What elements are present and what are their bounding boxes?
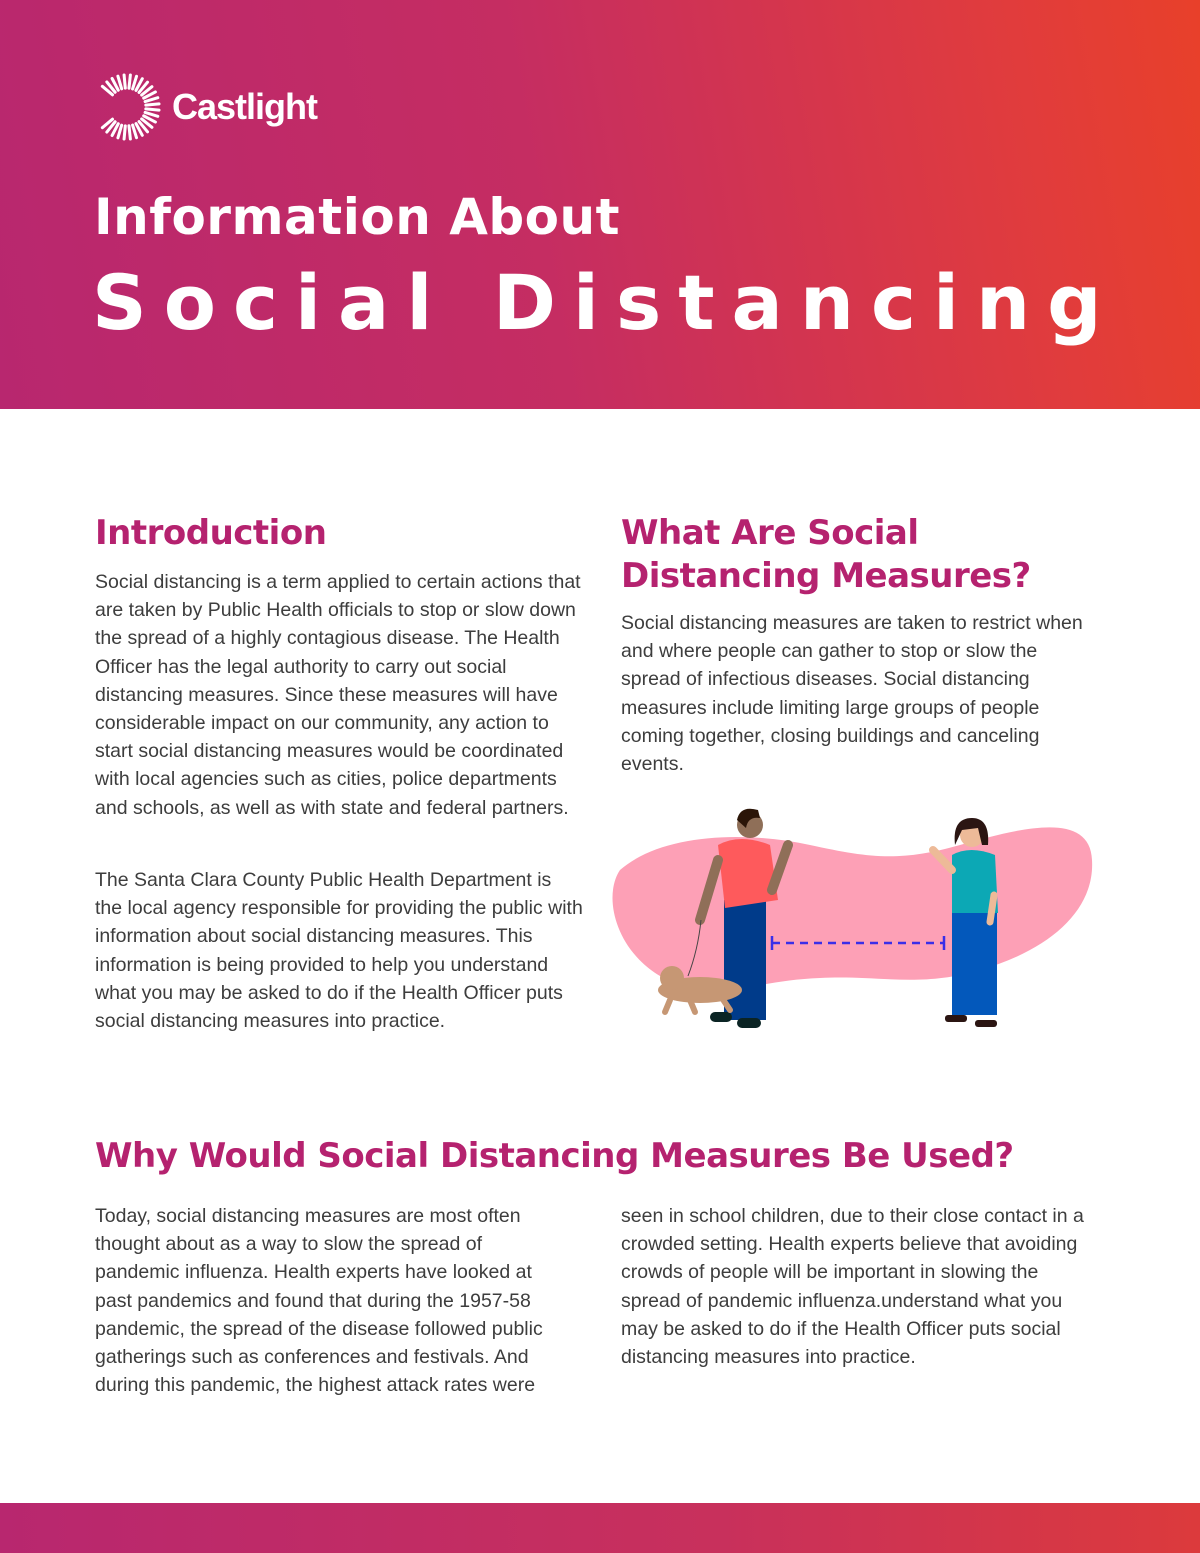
- what-paragraph: Social distancing measures are taken to restrict when and where people can gather to stop or slow the spread of infectious diseases. Social distancing measures include limiting large groups of people coming together, closing buildings and canceling events.: [621, 612, 1083, 776]
- footer-bar: [0, 1503, 1200, 1553]
- title-line1: Information About: [94, 188, 621, 246]
- logo-ray: [129, 75, 130, 88]
- logo-text: Castlight: [172, 86, 318, 127]
- logo-ray: [124, 75, 125, 88]
- logo-ray: [146, 109, 159, 110]
- what-heading: What Are Social Distancing Measures?: [621, 513, 1031, 596]
- logo-ray: [133, 76, 137, 89]
- logo-ray: [118, 125, 122, 138]
- title-line2: Social Distancing: [92, 258, 1119, 347]
- logo-ray: [146, 104, 159, 105]
- logo-ray: [145, 112, 158, 116]
- why-heading: Why Would Social Distancing Measures Be Used?: [95, 1136, 1014, 1176]
- why-paragraph-col1: Today, social distancing measures are most often thought about as a way to slow the spread of pandemic influenza. Health experts have looked at past pandemics and found that during the 1957-58 pandemic, the spread of the disease followed public gatherings such as conferences and festivals. And during this pandemic, the highest attack rates were: [95, 1205, 543, 1397]
- intro-heading: Introduction: [95, 513, 327, 553]
- castlight-sunburst-icon: [92, 70, 162, 144]
- logo-ray: [145, 98, 158, 102]
- intro-paragraph-2: The Santa Clara County Public Health Department is the local agency responsible for providing the public with information about social distancing measures. This information is being provided to help you understand what you may be asked to do if the Health Officer puts social distancing measures into practice.: [95, 869, 583, 1033]
- pink-blob: [613, 827, 1093, 990]
- why-paragraph-col2: seen in school children, due to their close contact in a crowded setting. Health experts believe that avoiding crowds of people will be important in slowing the spread of pandemic influenza.understand what you may be asked to do if the Health Officer puts social distancing measures into practice.: [621, 1205, 1084, 1369]
- logo-ray: [118, 76, 122, 89]
- logo-ray: [124, 126, 125, 139]
- logo-ray: [129, 126, 130, 139]
- header-banner: [0, 0, 1200, 409]
- social-distancing-illustration: [600, 800, 1100, 1040]
- intro-paragraph-1: Social distancing is a term applied to certain actions that are taken by Public Health officials to stop or slow down the spread of a highly contagious disease. The Health Officer has the legal authority to carry out social distancing measures. Since these measures will have considerable impact on our community, any action to start social distancing measures would be coordinated with local agencies such as cities, police departments and schools, as well as with state and federal partners.: [95, 571, 581, 819]
- castlight-logo: [92, 70, 317, 144]
- logo-ray: [133, 125, 137, 138]
